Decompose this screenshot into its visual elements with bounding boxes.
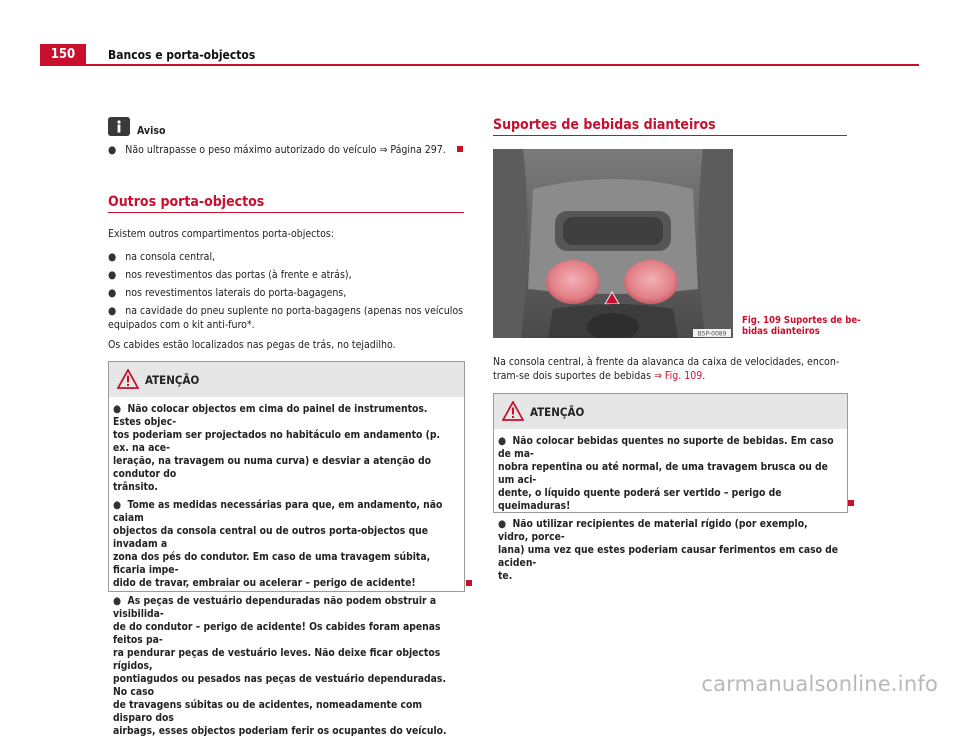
chapter-title: Bancos e porta-objectos [108,48,256,62]
section-divider [108,212,464,213]
notice-label: Aviso [137,125,166,137]
warning-triangle-icon [117,369,139,389]
section-divider [493,135,847,136]
warning-header [494,394,847,429]
bullet-icon: ● [108,287,117,299]
warning-body [109,397,464,738]
warning-box [493,393,848,582]
bullet-icon: ● [113,595,122,607]
hooks-paragraph: Os cabides estão localizados nas pegas de trás, no tejadilho. [108,339,396,351]
figure-caption: Fig. 109 Suportes de be- bidas dianteiros [742,315,861,337]
list-item: ● nos revestimentos das portas (à frente e atrás), [108,269,352,281]
bullet-icon: ● [108,144,117,156]
list-item: ● na consola central, [108,251,216,263]
figure-link[interactable]: ⇒ Fig. 109 [654,370,703,382]
info-icon [108,117,130,136]
list-item: ● na cavidade do pneu suplente no porta-bagagens (apenas nos veículos [108,305,464,317]
list-item: ● nos revestimentos laterais do porta-bagagens, [108,287,347,299]
cupholder-paragraph: Na consola central, à frente da alavanca da caixa de velocidades, encon- tram-se dois suportes de bebidas ⇒ Fig. 109. [493,356,840,382]
warning-box [108,361,465,737]
warning-triangle-icon [502,401,524,421]
end-marker-icon [848,500,854,506]
bullet-icon: ● [498,435,507,447]
notice-text: Não ultrapasse o peso máximo autorizado do veículo ⇒ Página 297. [125,144,446,156]
bullet-icon: ● [113,403,122,415]
warning-body [494,429,847,583]
warning-title: ATENÇÃO [530,405,585,419]
bullet-icon: ● [108,251,117,263]
bullet-icon: ● [108,269,117,281]
warning-paragraph: ● Tome as medidas necessárias para que, em andamento, não caiam objectos da consola central ou de outros porta-objectos que invadam a zona dos pés do condutor. Em caso de uma travagem súbita, ficaria impe- dido de travar, embraiar ou acelerar – perigo de acidente! [113,499,443,589]
bullet-icon: ● [108,305,117,317]
section-title-front-cupholders: Suportes de bebidas dianteiros [493,117,716,133]
cupholder-photo [493,149,733,338]
warning-header [109,362,464,397]
warning-paragraph: ● Não colocar objectos em cima do painel de instrumentos. Estes objec- tos poderiam ser projectados no habitáculo em andamento (p. ex. na ace- leração, na travagem ou numa curva) e desviar a atenção do condutor do trânsito. [113,403,441,493]
warning-paragraph: ● As peças de vestuário dependuradas não podem obstruir a visibilida- de do condutor – perigo de acidente! Os cabides foram apenas feitos pa- ra pendurar peças de vestuário leves. Não deixe ficar objectos rígidos, pontiagudos ou pesados nas peças de vestuário dependuradas. No caso de travagens súbitas ou de acidentes, nomeadamente com disparo dos airbags, esses objectos poderiam ferir os ocupantes do veículo. [113,595,447,737]
list-item-continuation: equipados com o kit anti-furo*. [108,319,255,331]
warning-paragraph: ● Não colocar bebidas quentes no suporte de bebidas. Em caso de ma- nobra repentina ou até normal, de uma travagem brusca ou de um aci- dente, o líquido quente poderá ser vertido – perigo de queimaduras! [498,435,834,512]
section-title-other-storage: Outros porta-objectos [108,194,265,210]
warning-title: ATENÇÃO [145,373,200,387]
bullet-icon: ● [113,499,122,511]
page-number: 150 [40,44,86,66]
watermark: carmanualsonline.info [701,672,938,696]
header-divider [86,64,919,66]
intro-paragraph: Existem outros compartimentos porta-objectos: [108,228,334,240]
notice-bullet [108,143,446,157]
warning-paragraph: ● Não utilizar recipientes de material rígido (por exemplo, vidro, porce- lana) uma vez que estes poderiam causar ferimentos em caso de aciden- te. [498,518,839,582]
end-marker-icon [457,146,463,152]
end-marker-icon [466,580,472,586]
photo-code: B5P-0089 [697,330,727,338]
bullet-icon: ● [498,518,507,530]
